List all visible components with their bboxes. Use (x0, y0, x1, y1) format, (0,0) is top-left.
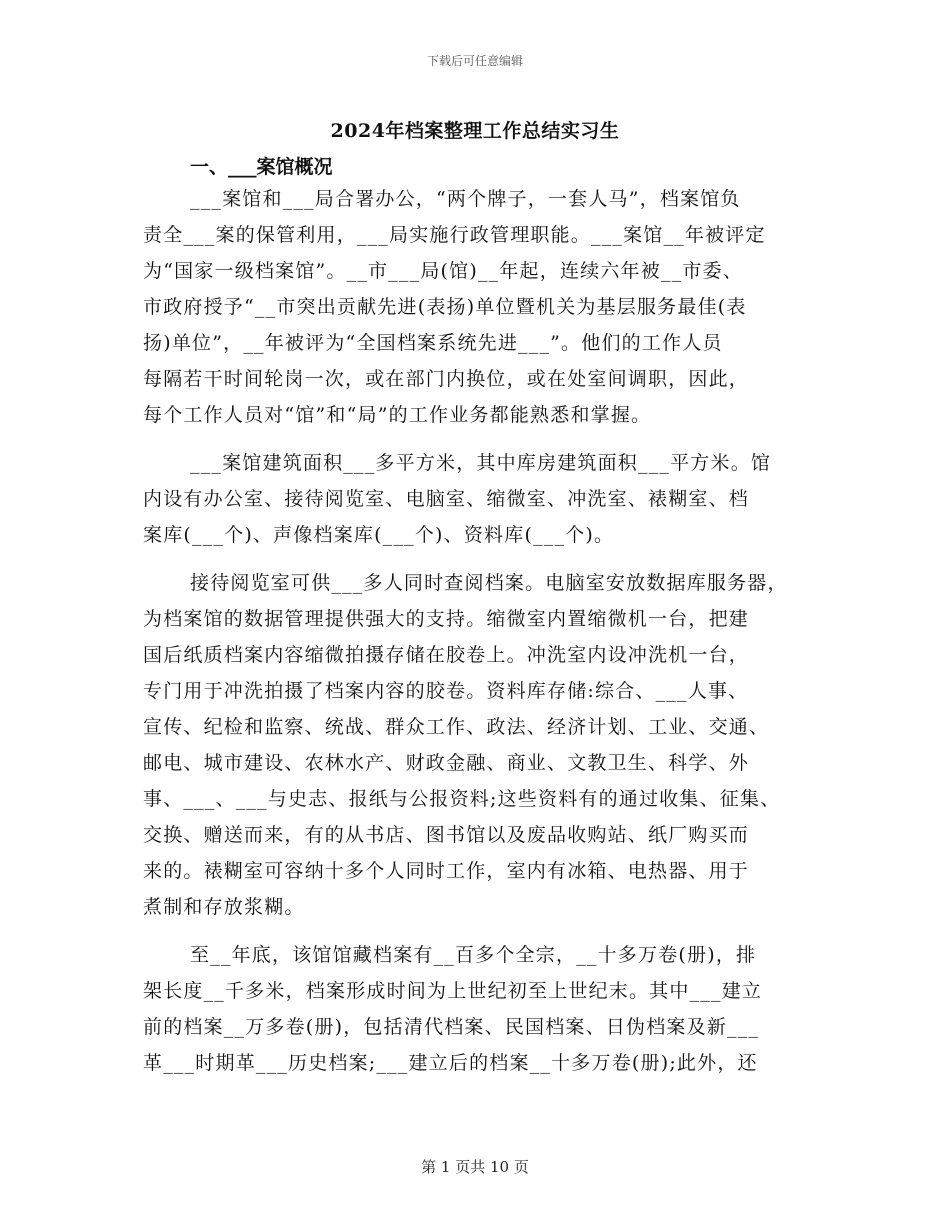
header-note: 下载后可任意编辑 (426, 54, 523, 68)
body-line: 每个工作人员对“馆”和“局”的工作业务都能熟悉和掌握。 (143, 404, 652, 426)
body-line: 扬)单位”，__年被评为“全国档案系统先进___”。他们的工作人员 (143, 332, 723, 354)
section-heading: 一、___案馆概况 (190, 156, 333, 178)
body-line: 至__年底，该馆馆藏档案有__百多个全宗，__十多万卷(册)，排 (190, 944, 757, 966)
body-line: 案库(___个)、声像档案库(___个)、资料库(___个)。 (143, 524, 615, 546)
body-line: 煮制和存放浆糊。 (143, 896, 305, 918)
body-line: 专门用于冲洗拍摄了档案内容的胶卷。资料库存储:综合、___人事、 (143, 680, 749, 702)
body-line: 接待阅览室可供___多人同时查阅档案。电脑室安放数据库服务器， (190, 572, 788, 594)
body-line: 为档案馆的数据管理提供强大的支持。缩微室内置缩微机一台，把建 (143, 608, 750, 630)
body-line: 每隔若干时间轮岗一次，或在部门内换位，或在处室间调职，因此， (143, 368, 750, 390)
body-line: 革___时期革___历史档案;___建立后的档案__十多万卷(册);此外，还 (143, 1052, 758, 1074)
body-line: 责全___案的保管利用，___局实施行政管理职能。___案馆__年被评定 (143, 224, 766, 246)
body-line: 为“国家一级档案馆”。__市___局(馆)__年起，连续六年被__市委、 (143, 260, 743, 282)
body-line: 架长度__千多米，档案形成时间为上世纪初至上世纪末。其中___建立 (143, 980, 763, 1002)
body-line: 前的档案__万多卷(册)，包括清代档案、民国档案、日伪档案及新___ (143, 1016, 760, 1038)
body-line: 国后纸质档案内容缩微拍摄存储在胶卷上。冲洗室内设冲洗机一台， (143, 644, 750, 666)
page-footer: 第 1 页共 10 页 (421, 1158, 529, 1176)
body-line: 内设有办公室、接待阅览室、电脑室、缩微室、冲洗室、裱糊室、档 (143, 488, 750, 510)
body-line: ___案馆建筑面积___多平方米，其中库房建筑面积___平方米。馆 (190, 452, 772, 474)
body-line: 事、___、___与史志、报纸与公报资料;这些资料有的通过收集、征集、 (143, 788, 781, 810)
body-line: 来的。裱糊室可容纳十多个人同时工作，室内有冰箱、电热器、用于 (143, 860, 750, 882)
body-line: 市政府授予“__市突出贡献先进(表扬)单位暨机关为基层服务最佳(表 (143, 296, 747, 318)
body-line: 交换、赠送而来，有的从书店、图书馆以及废品收购站、纸厂购买而 (143, 824, 750, 846)
body-line: ___案馆和___局合署办公，“两个牌子，一套人马”，档案馆负 (190, 188, 741, 210)
document-title: 2024年档案整理工作总结实习生 (330, 120, 620, 142)
body-line: 邮电、城市建设、农林水产、财政金融、商业、文教卫生、科学、外 (143, 752, 750, 774)
body-line: 宣传、纪检和监察、统战、群众工作、政法、经济计划、工业、交通、 (143, 716, 770, 738)
